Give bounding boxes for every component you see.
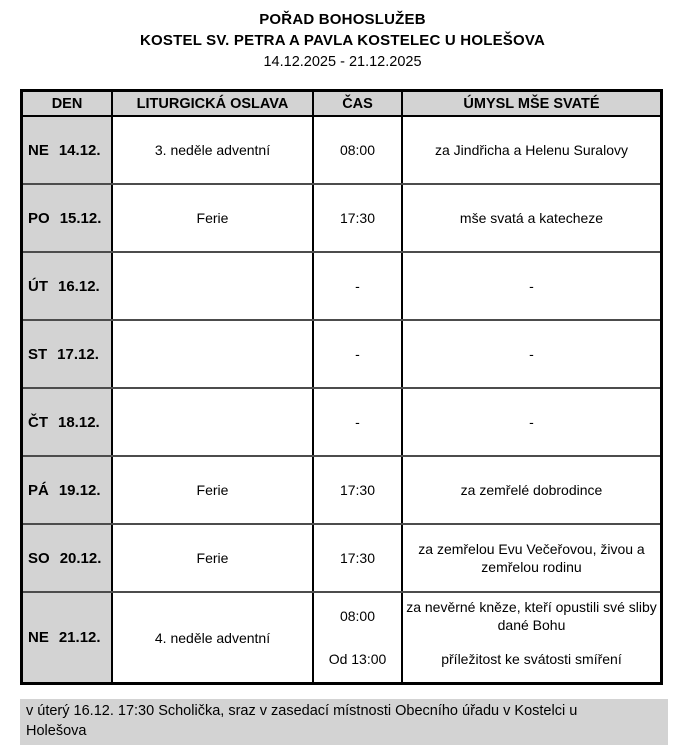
day-abbrev: ÚT: [28, 277, 48, 295]
table-row: [23, 251, 660, 319]
intention-text: mše svatá a katecheze: [459, 210, 604, 226]
time-value: -: [355, 278, 360, 294]
time-value: 17:30: [339, 210, 376, 226]
column-header-umysl-mse-svate: ÚMYSL MŠE SVATÉ: [403, 92, 660, 115]
intention-text: za zemřelou Evu Večeřovou, živou a zemřelou rodinu: [418, 541, 645, 575]
time-value: Od 13:00: [328, 650, 387, 667]
time-cell: [314, 253, 403, 319]
celebration-cell: [113, 253, 314, 319]
day-cell: [23, 389, 113, 455]
table-row: [23, 591, 660, 682]
time-cell: [314, 185, 403, 251]
intention-cell: [403, 185, 660, 251]
day-cell: [23, 117, 113, 183]
day-abbrev: PÁ: [28, 481, 49, 499]
celebration-cell: 4. neděle adventní: [113, 593, 314, 682]
celebration-cell: Ferie: [113, 185, 314, 251]
intention-cell: [403, 457, 660, 523]
intention-text: příležitost ke svátosti smíření: [441, 650, 622, 667]
celebration-cell: Ferie: [113, 525, 314, 591]
celebration-cell: [113, 389, 314, 455]
day-date: 15.12.: [59, 209, 102, 227]
day-abbrev: SO: [28, 549, 50, 567]
table-row: [23, 117, 660, 183]
time-cell: [314, 525, 403, 591]
document-title: POŘAD BOHOSLUŽEB: [259, 11, 426, 28]
day-cell: [23, 321, 113, 387]
time-cell: [314, 593, 403, 682]
table-row: [23, 523, 660, 591]
day-abbrev: ST: [28, 345, 48, 363]
intention-cell: [403, 389, 660, 455]
day-cell: [23, 593, 113, 682]
schedule-table: [20, 89, 663, 685]
church-name: KOSTEL SV. PETRA A PAVLA KOSTELEC U HOLEŠOVA: [140, 32, 545, 49]
time-value: 17:30: [339, 550, 376, 566]
table-row: [23, 183, 660, 251]
day-date: 19.12.: [58, 481, 101, 499]
day-date: 21.12.: [58, 629, 101, 646]
intention-cell: [403, 117, 660, 183]
day-cell: [23, 185, 113, 251]
document-header: [0, 0, 685, 73]
column-header-liturgicka-oslava: LITURGICKÁ OSLAVA: [113, 92, 314, 115]
intention-text: za Jindřicha a Helenu Suralovy: [435, 142, 628, 158]
time-value: -: [355, 414, 360, 430]
celebration-cell: Ferie: [113, 457, 314, 523]
footer-note: v úterý 16.12. 17:30 Scholička, sraz v zasedací místnosti Obecního úřadu v Kostelci u Holešova: [20, 699, 668, 745]
intention-cell: [403, 321, 660, 387]
time-cell: [314, 457, 403, 523]
intention-text: za zemřelé dobrodince: [460, 482, 603, 498]
intention-cell: [403, 525, 660, 591]
intention-text: za nevěrné kněze, kteří opustili své sliby dané Bohu: [406, 599, 657, 634]
intention-cell: [403, 253, 660, 319]
table-body: [23, 117, 660, 682]
column-header-cas: ČAS: [314, 92, 403, 115]
day-abbrev: NE: [28, 629, 49, 646]
time-value: 08:00: [339, 142, 376, 158]
day-cell: [23, 253, 113, 319]
intention-text: -: [529, 414, 534, 430]
day-abbrev: NE: [28, 141, 49, 159]
day-date: 14.12.: [58, 141, 101, 159]
intention-text: -: [529, 278, 534, 294]
date-range: 14.12.2025 - 21.12.2025: [263, 54, 422, 70]
celebration-cell: [113, 321, 314, 387]
day-date: 16.12.: [58, 277, 100, 295]
day-date: 18.12.: [58, 413, 100, 431]
time-cell: [314, 321, 403, 387]
table-row: [23, 319, 660, 387]
intention-text: -: [529, 346, 534, 362]
day-date: 17.12.: [57, 345, 99, 363]
time-value: 17:30: [339, 482, 376, 498]
celebration-cell: 3. neděle adventní: [113, 117, 314, 183]
day-date: 20.12.: [59, 549, 102, 567]
time-value: -: [355, 346, 360, 362]
day-abbrev: ČT: [28, 413, 48, 431]
column-header-den: DEN: [23, 92, 113, 115]
time-value: 08:00: [339, 608, 376, 625]
table-row: [23, 455, 660, 523]
table-row: [23, 387, 660, 455]
day-abbrev: PO: [28, 209, 50, 227]
day-cell: [23, 525, 113, 591]
day-cell: [23, 457, 113, 523]
time-cell: [314, 117, 403, 183]
time-cell: [314, 389, 403, 455]
table-header-row: [23, 92, 660, 117]
intention-cell: [403, 593, 660, 682]
